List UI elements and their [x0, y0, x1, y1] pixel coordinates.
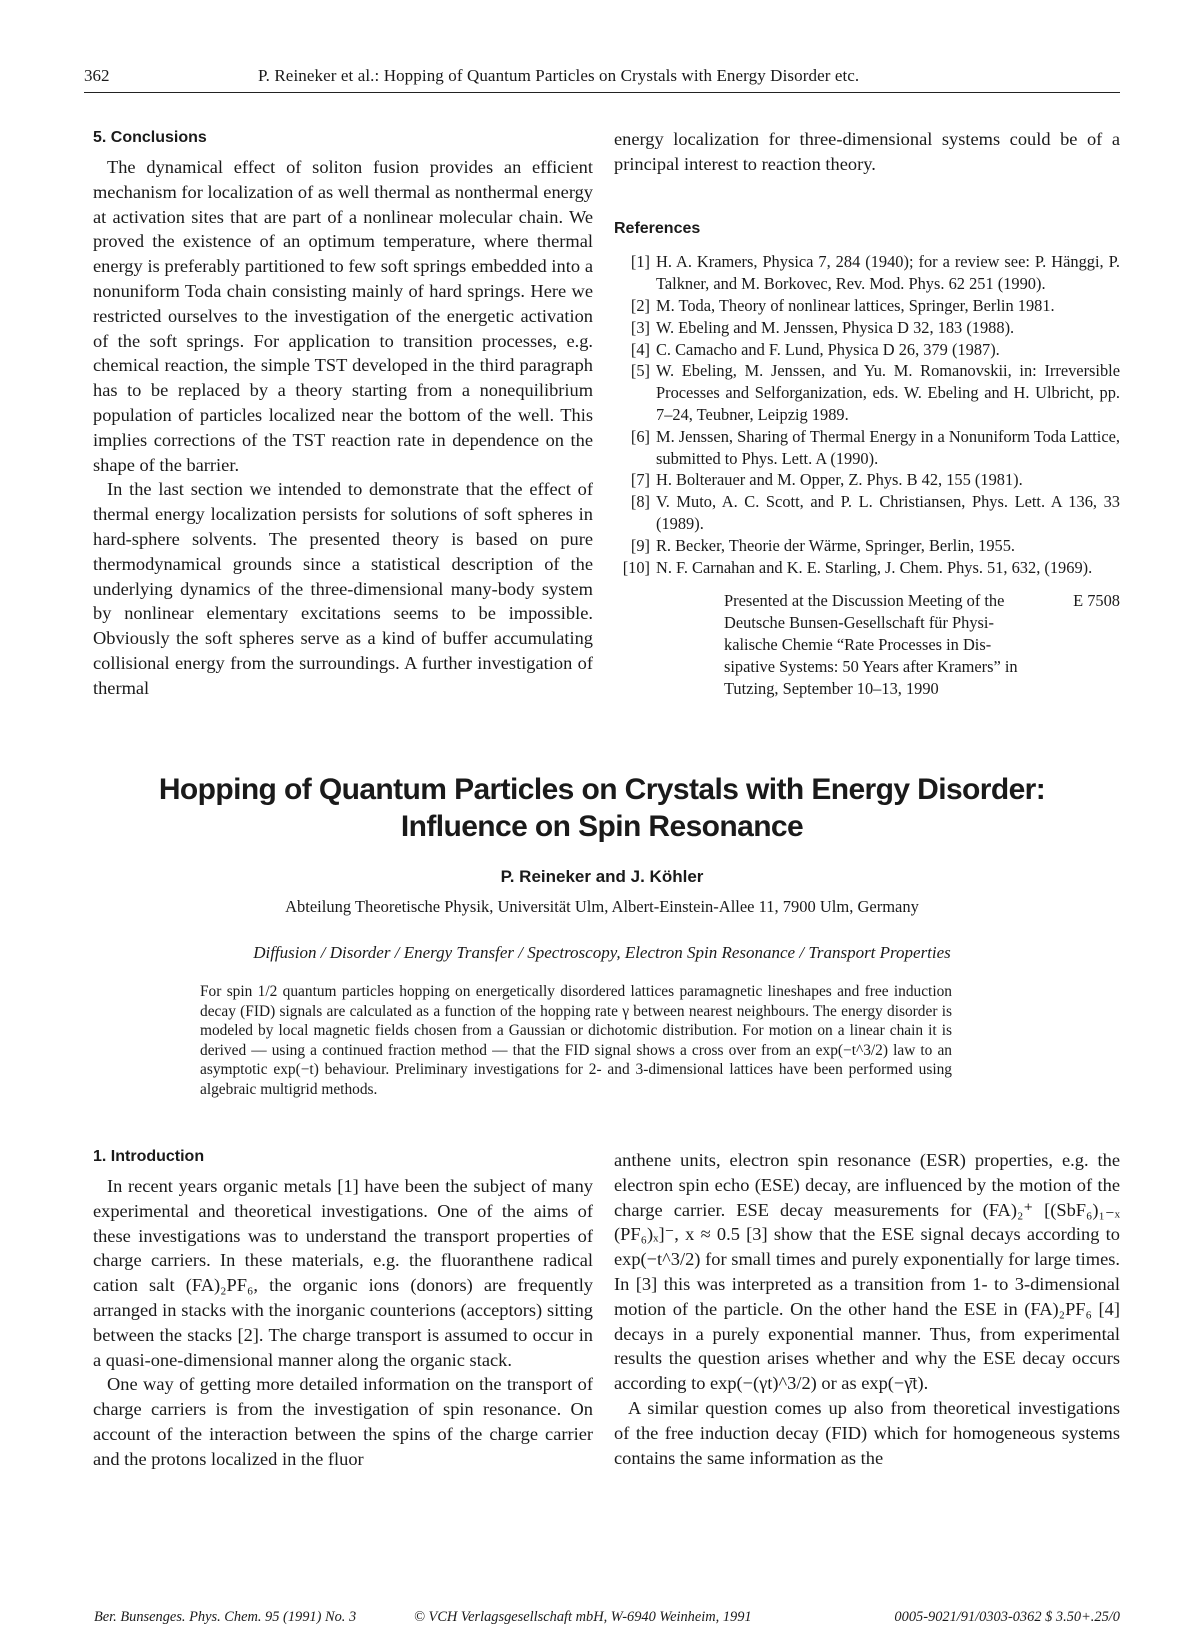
reference-number: [1] [630, 252, 650, 272]
article-title-block [84, 771, 1120, 965]
reference-item [614, 295, 1120, 317]
presentation-note [724, 590, 1120, 699]
page-number: 362 [84, 66, 110, 85]
conclusions-continuation: energy localization for three-dimensional systems could be of a principal interest to reaction theory. [614, 129, 1120, 174]
reference-number: [6] [630, 426, 650, 446]
reference-text: W. Ebeling, M. Jenssen, and Yu. M. Romanovskii, in: Irreversible Processes and Selforganization, eds. W. Ebeling and H. Ulbricht, pp. 7–24, Teubner, Leipzig 1989. [656, 361, 1120, 424]
reference-item [614, 535, 1120, 557]
reference-item [614, 469, 1120, 491]
introduction-paragraph-4: A similar question comes up also from theoretical investigations of the free induction decay (FID) which for homogeneous systems contains the same information as the [614, 1397, 1120, 1468]
reference-text: H. A. Kramers, Physica 7, 284 (1940); for a review see: P. Hänggi, P. Talkner, and M. Borkovec, Rev. Mod. Phys. 62 251 (1990). [656, 252, 1120, 294]
article-authors: P. Reineker and J. Köhler [500, 867, 704, 886]
reference-text: M. Toda, Theory of nonlinear lattices, Springer, Berlin 1981. [656, 295, 1055, 315]
header-rule [84, 92, 1120, 93]
manuscript-code: E 7508 [1073, 591, 1120, 611]
reference-number: [9] [630, 535, 650, 555]
introduction-heading: 1. Introduction [93, 1148, 205, 1165]
introduction-paragraph-3: anthene units, electron spin resonance (ESR) properties, e.g. the electron spin echo (ESE) decay, are influenced by the motion of the charge carrier. ESE decay measurements for (FA)₂⁺ [(SbF₆)₁₋ₓ (PF₆)ₓ]⁻, x ≈ 0.5 [3] show that the ESE signal decays according to exp(−t^3/2) for small times and purely exponentially for large times. In [3] this was interpreted as a transition from 1- to 3-dimensional motion of the particle. On the other hand the ESE in (FA)₂PF₆ [4] decays in a purely exponential manner. Thus, from experimental results the question arises whether and why the ESE decay occurs according to exp(−(γt)^3/2) or as exp(−γ̄t). [614, 1150, 1120, 1394]
reference-text: C. Camacho and F. Lund, Physica D 26, 379 (1987). [656, 339, 1000, 359]
running-header [84, 66, 1120, 90]
reference-number: [7] [630, 470, 650, 490]
footer-journal: Ber. Bunsenges. Phys. Chem. 95 (1991) No. 3 [94, 1609, 357, 1625]
conclusions-paragraph-1: The dynamical effect of soliton fusion provides an efficient mechanism for localization of as well thermal as nonthermal energy at activation sites that are part of a nonlinear molecular chain. We proved the existence of an optimum temperature, where thermal energy is preferably partitioned to few soft springs embedded into a nonuniform Toda chain consisting mainly of hard springs. Here we restricted ourselves to the investigation of the energetic activation of the soft springs. For application to transition processes, e.g. chemical reaction, the simple TST developed in the third paragraph has to be replaced by a theory starting from a nonequilibrium population of particles localized near the bottom of the well. This implies corrections of the TST reaction rate in dependence on the shape of the barrier. [93, 157, 593, 475]
reference-number: [10] [622, 557, 650, 577]
references-column [614, 127, 1120, 699]
article-abstract [200, 982, 952, 1100]
conclusions-section [93, 127, 593, 701]
abstract-text: For spin 1/2 quantum particles hopping on energetically disordered lattices paramagnetic lineshapes and free induction decay (FID) signals are calculated as a function of the hopping rate γ between nearest neighbours. The energy disorder is modeled by local magnetic fields chosen from a Gaussian or dichotomic distribution. For motion on a linear chain it is derived — using a continued fraction method — that the FID signal shows a cross over from an exp(−t^3/2) law to an asymptotic exp(−t) behaviour. Preliminary investigations for 2- and 3-dimensional lattices have been performed using algebraic multigrid methods. [200, 983, 952, 1098]
reference-item [614, 360, 1120, 425]
reference-text: M. Jenssen, Sharing of Thermal Energy in a Nonuniform Toda Lattice, submitted to Phys. Lett. A (1990). [656, 426, 1120, 468]
reference-text: H. Bolterauer and M. Opper, Z. Phys. B 42, 155 (1981). [656, 470, 1023, 490]
reference-item [614, 251, 1120, 295]
conclusions-paragraph-2: In the last section we intended to demonstrate that the effect of thermal energy localization persists for solutions of soft spheres in hard-sphere solvents. The presented theory is based on pure thermodynamical grounds since a statistical description of the underlying dynamics of the three-dimensional many-body system by nonlinear elementary excitations seems to be impossible. Obviously the soft spheres serve as a kind of buffer accumulating collisional energy from the surroundings. A further investigation of thermal [93, 479, 593, 698]
conclusions-heading: 5. Conclusions [93, 129, 207, 146]
reference-text: R. Becker, Theorie der Wärme, Springer, Berlin, 1955. [656, 535, 1016, 555]
references-heading: References [614, 219, 701, 237]
reference-number: [3] [630, 317, 650, 337]
reference-text: W. Ebeling and M. Jenssen, Physica D 32, 183 (1988). [656, 317, 1015, 337]
reference-number: [4] [630, 339, 650, 359]
reference-number: [5] [630, 361, 650, 381]
article-title [84, 771, 1120, 845]
article-keywords: Diffusion / Disorder / Energy Transfer / Spectroscopy, Electron Spin Resonance / Transport Properties [253, 943, 951, 962]
reference-text: V. Muto, A. C. Scott, and P. L. Christiansen, Phys. Lett. A 136, 33 (1989). [656, 492, 1120, 533]
introduction-left-column [93, 1146, 593, 1472]
reference-number: [8] [630, 492, 650, 512]
article-title-line-2: Influence on Spin Resonance [400, 810, 804, 843]
reference-list [614, 251, 1120, 578]
reference-item [614, 339, 1120, 361]
reference-number: [2] [630, 295, 650, 315]
reference-item [614, 491, 1120, 535]
running-title: P. Reineker et al.: Hopping of Quantum Particles on Crystals with Energy Disorder etc. [258, 66, 860, 85]
reference-item [614, 317, 1120, 339]
article-title-line-1: Hopping of Quantum Particles on Crystals with Energy Disorder: [158, 773, 1046, 806]
presentation-note-text: Presented at the Discussion Meeting of the Deutsche Bunsen-Gesellschaft für Physikalische Chemie “Rate Processes in Dissipative Systems: 50 Years after Kramers” in Tutzing, September 10–13, 1990 [724, 591, 1018, 698]
introduction-paragraph-1: In recent years organic metals [1] have been the subject of many experimental and theoretical investigations. One of the aims of these investigations was to understand the transport properties of charge carriers. In these materials, e.g. the fluoranthene radical cation salt (FA)₂PF₆, the organic ions (donors) are frequently arranged in stacks with the inorganic counterions (acceptors) sitting between the stacks [2]. The charge transport is assumed to occur in a quasi-one-dimensional manner along the organic stack. [93, 1176, 593, 1370]
introduction-paragraph-2: One way of getting more detailed information on the transport of charge carriers is from the investigation of spin resonance. On account of the interaction between the spins of the charge carrier and the protons localized in the fluor [93, 1374, 593, 1469]
footer-publisher: © VCH Verlagsgesellschaft mbH, W-6940 Weinheim, 1991 [414, 1609, 752, 1625]
reference-item [614, 426, 1120, 470]
introduction-right-column [614, 1148, 1120, 1470]
reference-item [614, 557, 1120, 579]
footer-code: 0005-9021/91/0303-0362 $ 3.50+.25/0 [894, 1609, 1120, 1625]
article-affiliation: Abteilung Theoretische Physik, Universität Ulm, Albert-Einstein-Allee 11, 7900 Ulm, Germany [285, 897, 919, 916]
reference-text: N. F. Carnahan and K. E. Starling, J. Chem. Phys. 51, 632, (1969). [656, 557, 1093, 577]
